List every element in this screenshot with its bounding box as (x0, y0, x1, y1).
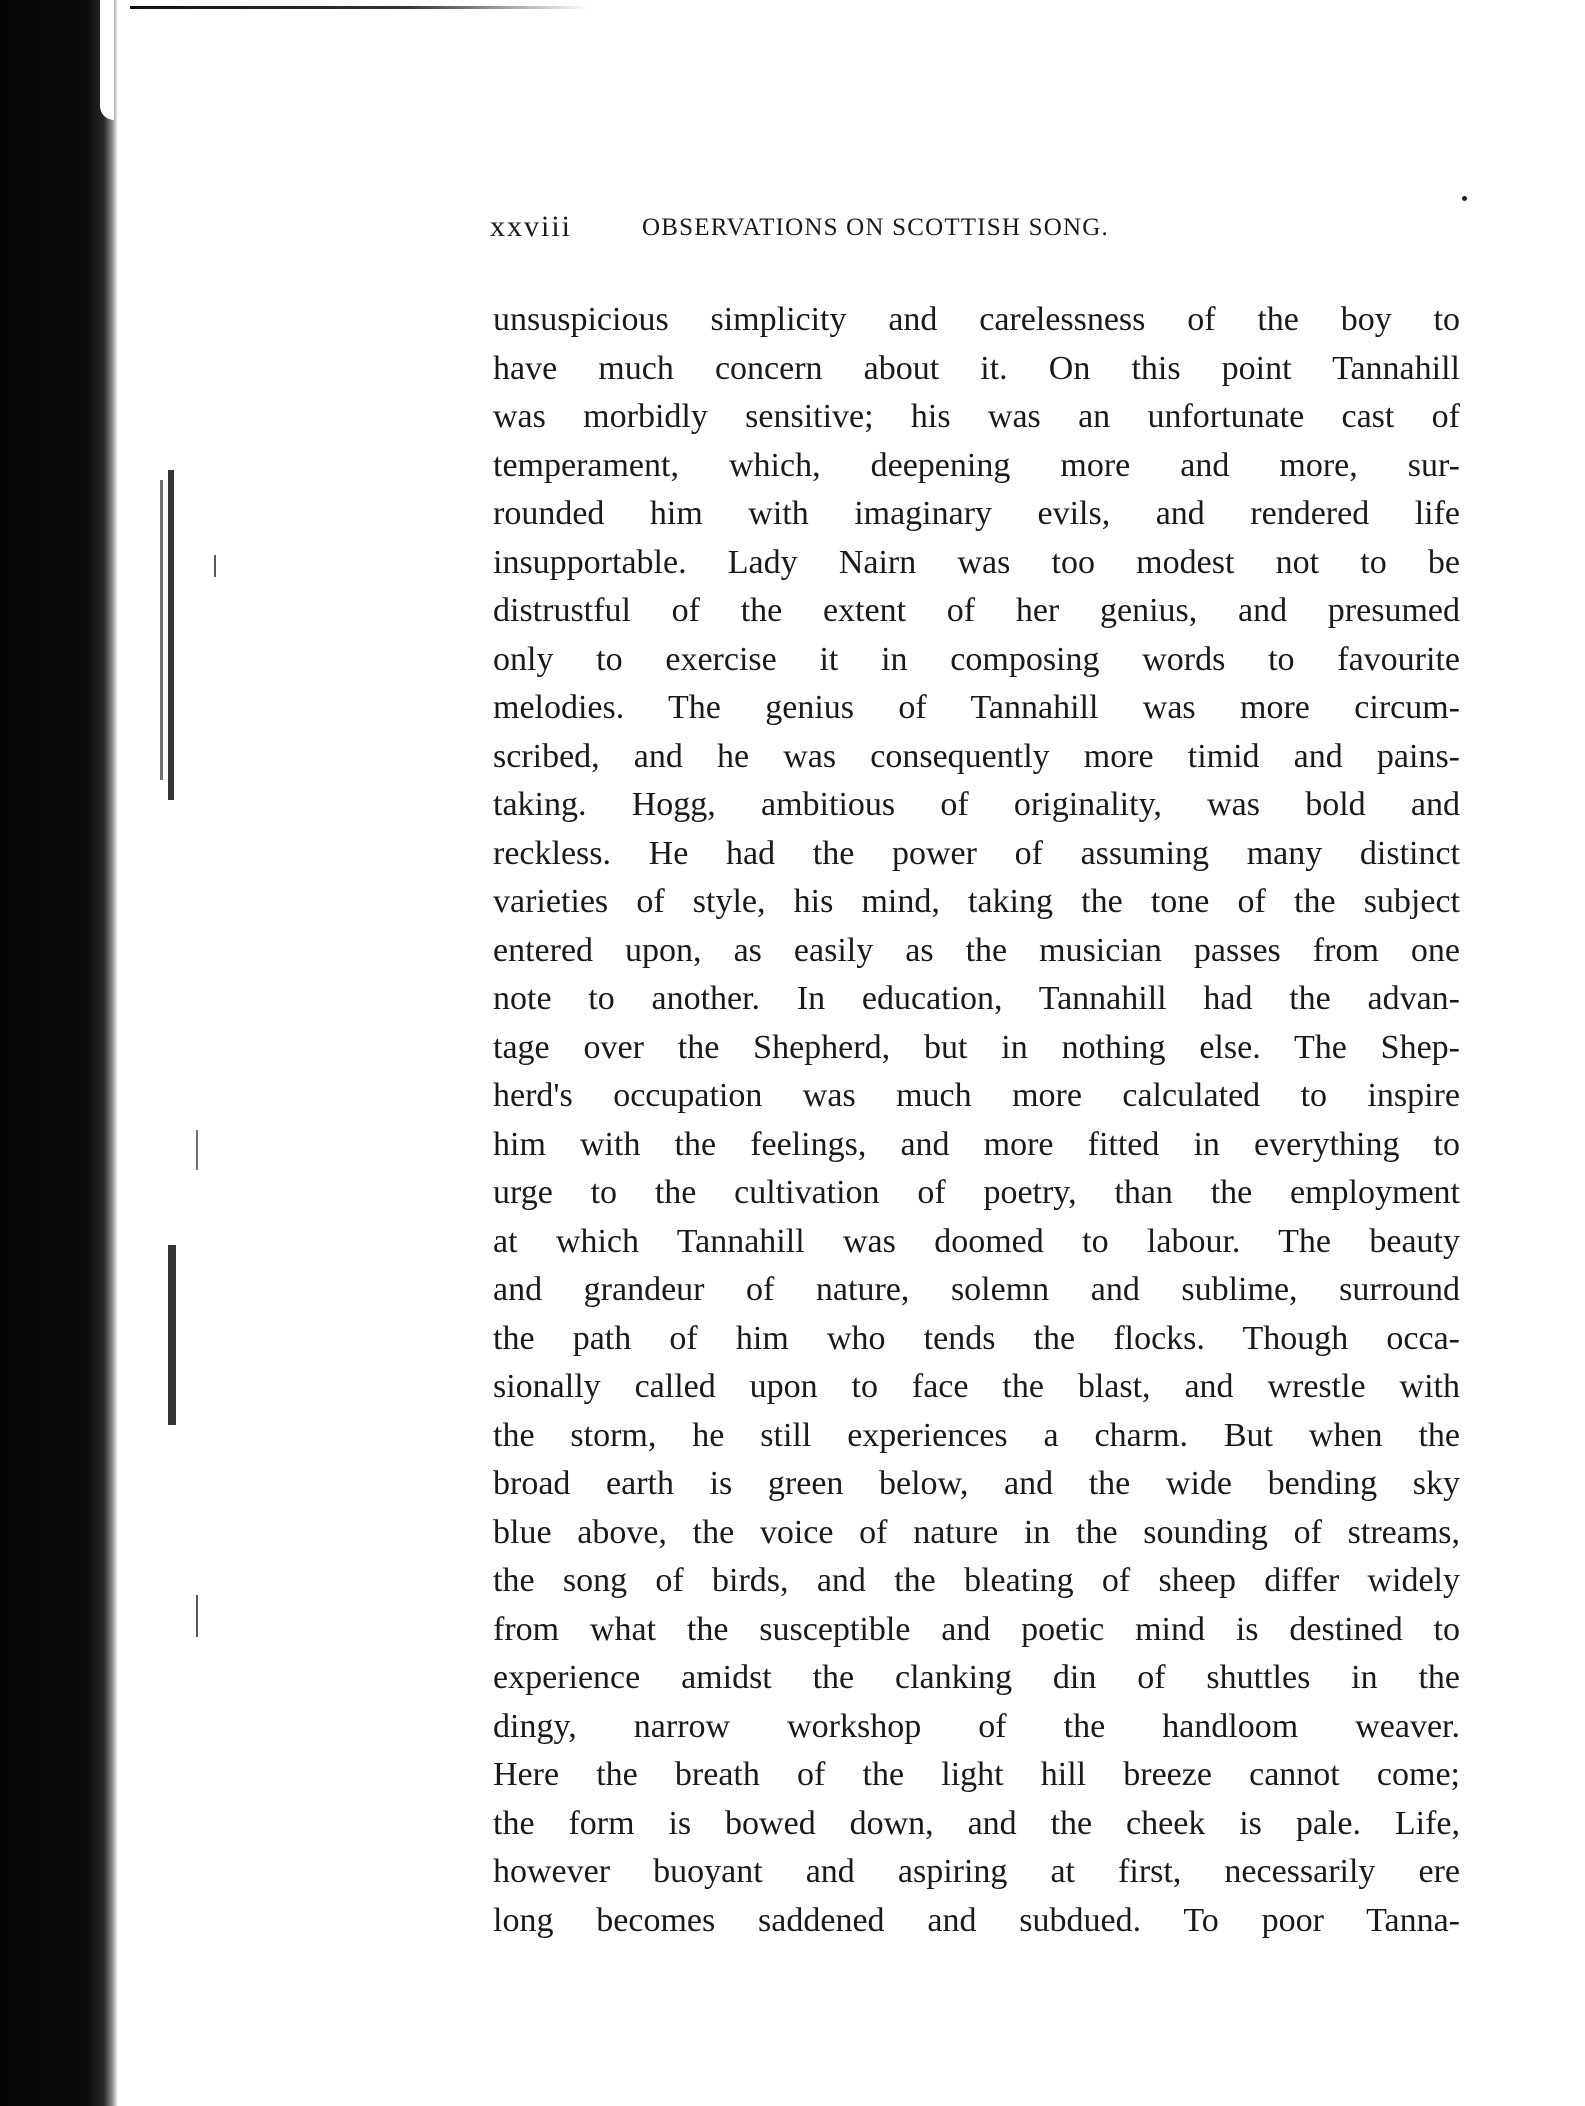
text-line: the form is bowed down, and the cheek is pale. Life, (493, 1804, 1460, 1842)
text-line: the path of him who tends the flocks. Though occa- (493, 1319, 1460, 1357)
binding-notch (100, 0, 114, 120)
text-line: varieties of style, his mind, taking the tone of the subject (493, 883, 1460, 920)
text-line: rounded him with imaginary evils, and rendered life (493, 495, 1460, 532)
gutter-mark (160, 480, 163, 780)
text-line: temperament, which, deepening more and more, sur- (493, 446, 1460, 484)
text-line: entered upon, as easily as the musician passes from one (493, 931, 1460, 969)
text-line: melodies. The genius of Tannahill was more circum- (493, 689, 1460, 726)
page-number: xxviii (490, 210, 573, 243)
text-line: herd's occupation was much more calculated to inspire (493, 1077, 1460, 1114)
text-line: unsuspicious simplicity and carelessness of the boy to (493, 301, 1460, 338)
text-line: from what the susceptible and poetic mind is destined to (493, 1610, 1460, 1648)
top-scan-rule (130, 6, 590, 9)
body-paragraph (493, 296, 1460, 1945)
text-line: urge to the cultivation of poetry, than the employment (493, 1174, 1460, 1211)
text-line: note to another. In education, Tannahill had the advan- (493, 980, 1460, 1017)
text-line: scribed, and he was consequently more timid and pains- (493, 737, 1460, 775)
text-line: however buoyant and aspiring at first, necessarily ere (493, 1853, 1460, 1890)
text-line: was morbidly sensitive; his was an unfortunate cast of (493, 398, 1460, 435)
text-line: insupportable. Lady Nairn was too modest not to be (493, 543, 1460, 581)
text-line: distrustful of the extent of her genius, and presumed (493, 592, 1460, 629)
scanned-binding-edge (0, 0, 118, 2106)
text-line: long becomes saddened and subdued. To poor Tanna- (493, 1901, 1460, 1939)
text-line: tage over the Shepherd, but in nothing else. The Shep- (493, 1028, 1460, 1066)
text-line: the storm, he still experiences a charm. But when the (493, 1416, 1460, 1454)
text-line: at which Tannahill was doomed to labour. The beauty (493, 1222, 1460, 1260)
text-line: and grandeur of nature, solemn and sublime, surround (493, 1271, 1460, 1308)
text-line: have much concern about it. On this point Tannahill (493, 349, 1460, 387)
gutter-mark (214, 555, 216, 577)
text-line: him with the feelings, and more fitted in everything to (493, 1125, 1460, 1163)
page-header (490, 210, 1270, 250)
scan-speck (1462, 196, 1467, 201)
text-line: Here the breath of the light hill breeze cannot come; (493, 1756, 1460, 1793)
text-line: only to exercise it in composing words to favourite (493, 640, 1460, 678)
text-line: broad earth is green below, and the wide bending sky (493, 1465, 1460, 1502)
running-title: OBSERVATIONS ON SCOTTISH SONG. (642, 214, 1109, 241)
gutter-mark (168, 470, 174, 800)
text-line: experience amidst the clanking din of shuttles in the (493, 1659, 1460, 1696)
text-line: taking. Hogg, ambitious of originality, was bold and (493, 786, 1460, 823)
text-line: blue above, the voice of nature in the sounding of streams, (493, 1513, 1460, 1551)
gutter-mark (196, 1130, 198, 1170)
gutter-mark (168, 1245, 176, 1425)
text-line: sionally called upon to face the blast, and wrestle with (493, 1368, 1460, 1405)
text-line: dingy, narrow workshop of the handloom weaver. (493, 1707, 1460, 1745)
text-line: reckless. He had the power of assuming many distinct (493, 834, 1460, 872)
text-line: the song of birds, and the bleating of sheep differ widely (493, 1562, 1460, 1599)
gutter-mark (196, 1595, 198, 1637)
